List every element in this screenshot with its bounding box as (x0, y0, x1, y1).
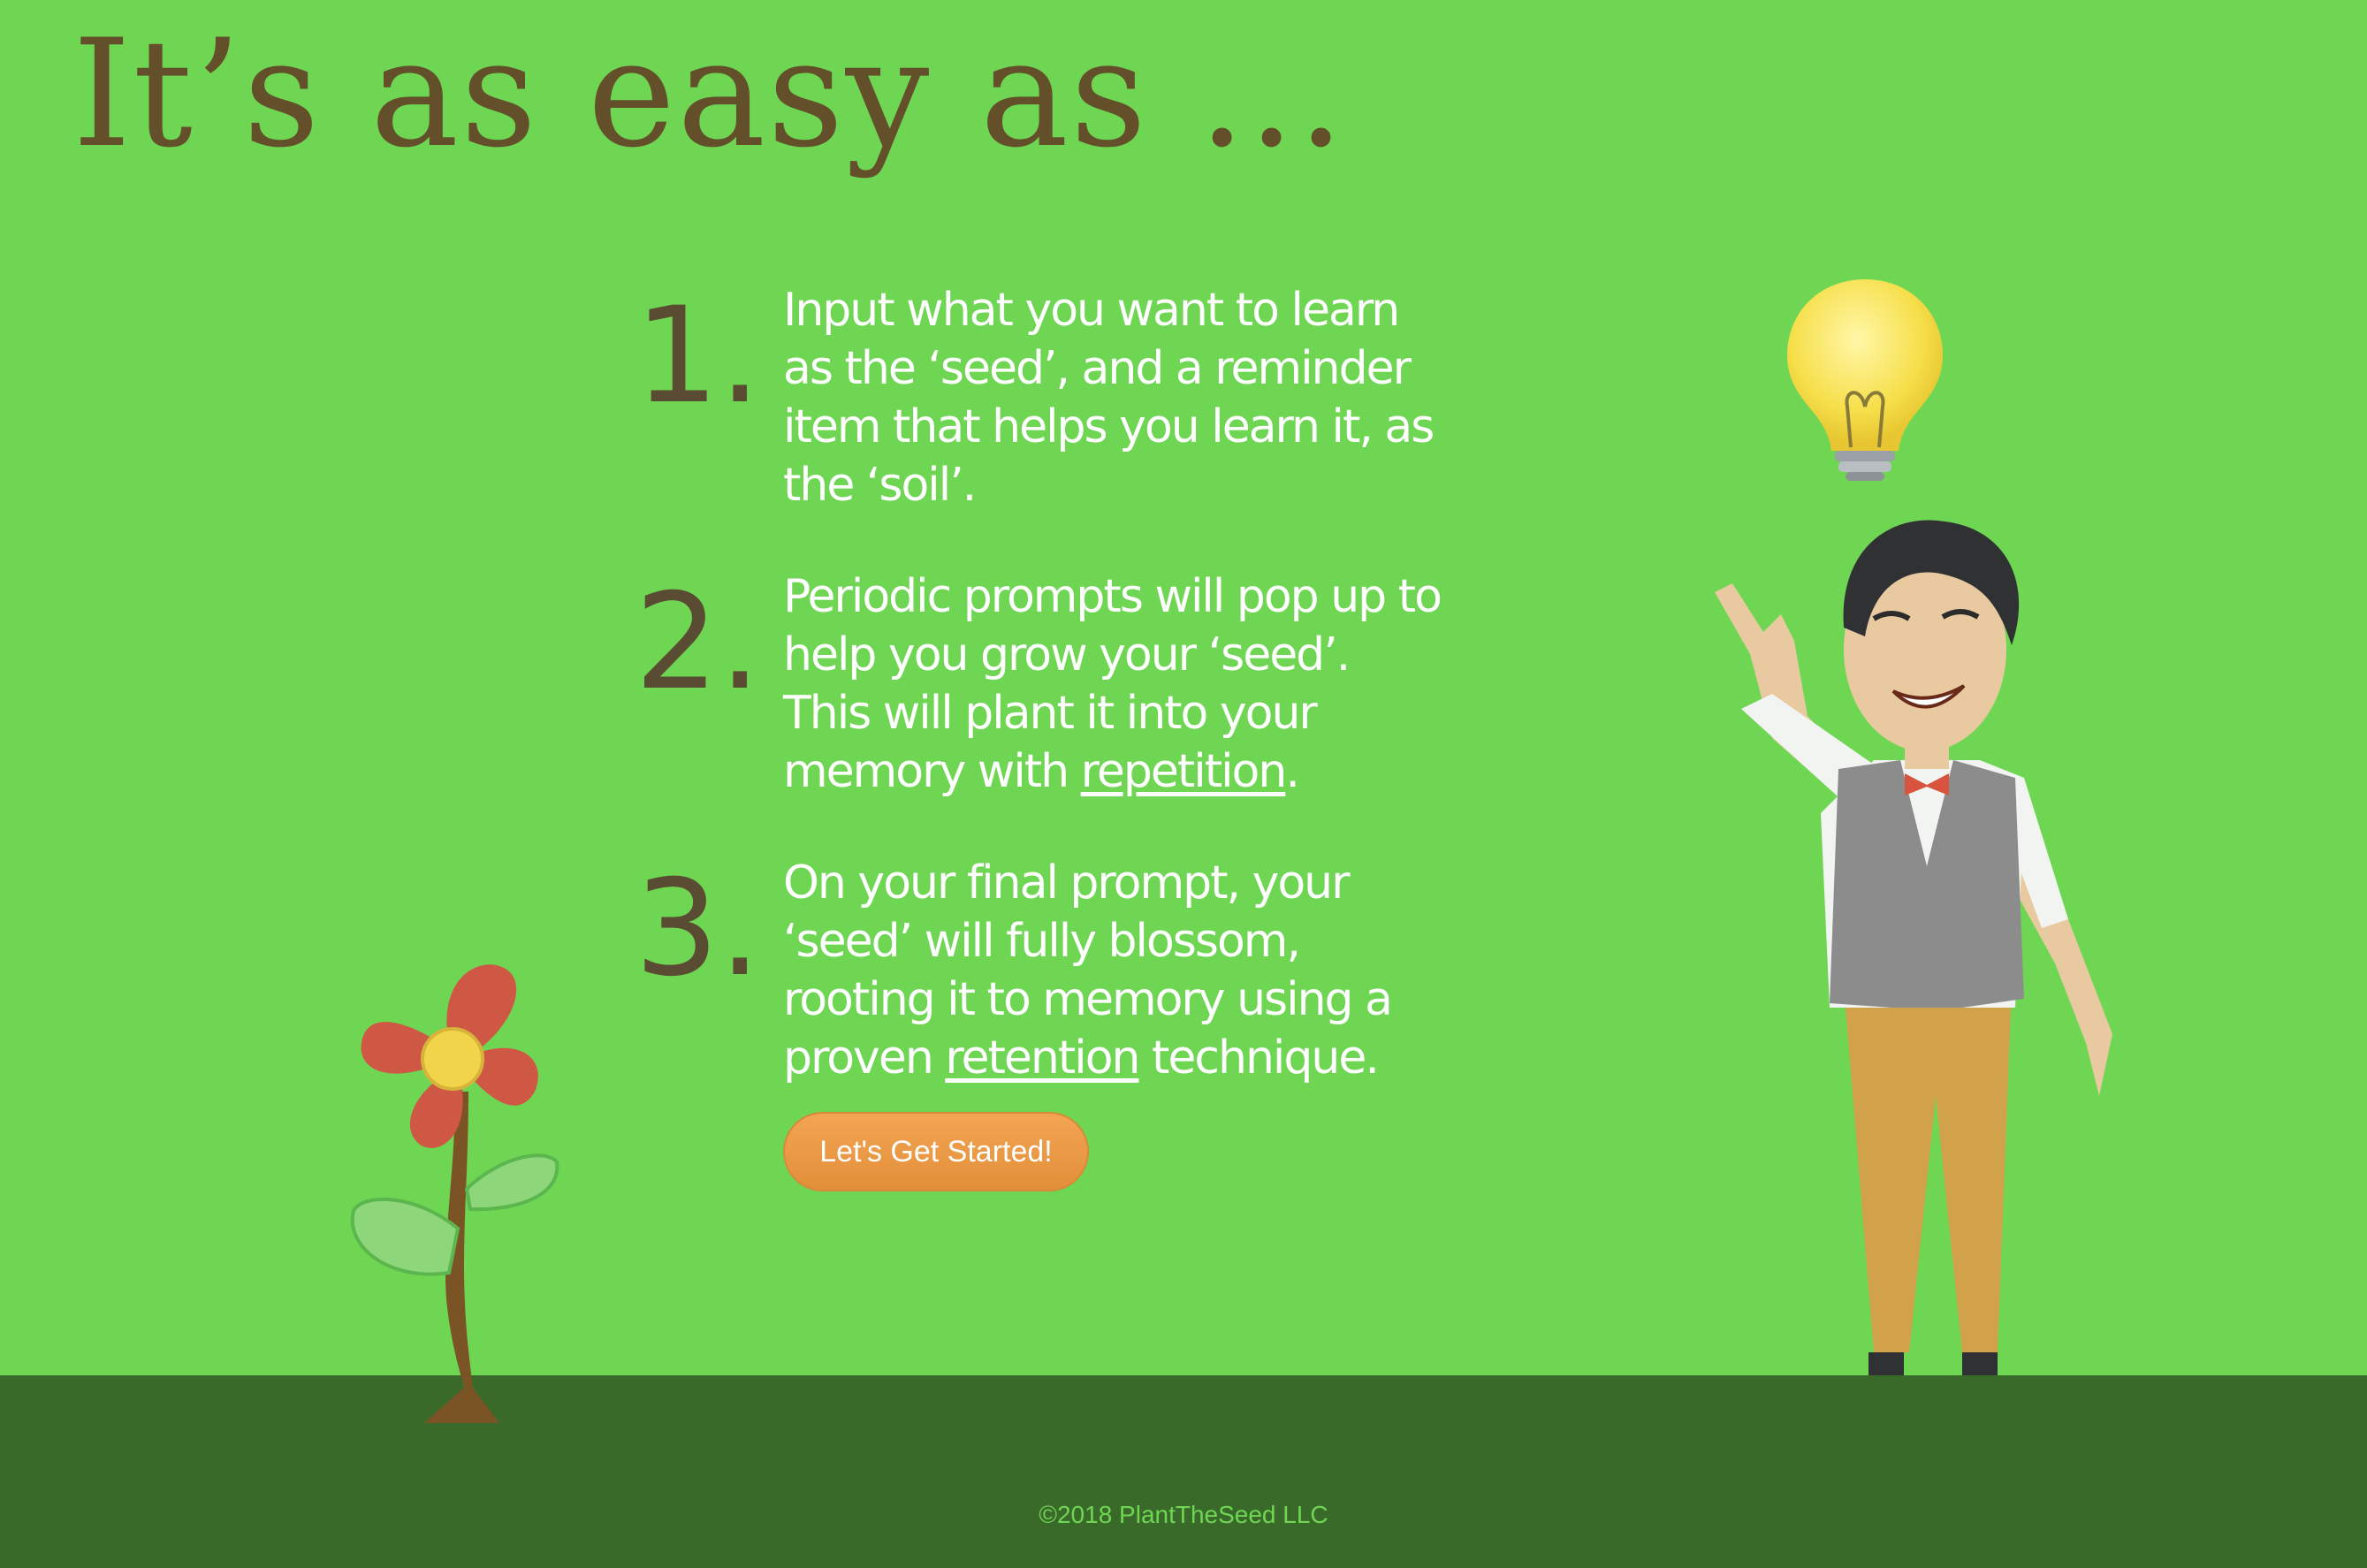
step-text (783, 854, 1446, 1087)
page-heading: It’s as easy as … (72, 7, 1348, 180)
step-number: 1. (635, 279, 762, 433)
person-illustration (1609, 460, 2139, 1441)
retention-link[interactable]: retention (945, 1031, 1139, 1085)
step-text: Input what you want to learn as the ‘seed’, and a reminder item that helps you learn it, as the ‘soil’. (783, 284, 1434, 512)
step-text-part: technique. (1138, 1031, 1378, 1085)
step-text-part: Periodic prompts will pop up to help you grow your ‘seed’. This will plant it into your memory with (783, 570, 1441, 798)
repetition-link[interactable]: repetition (1080, 745, 1286, 798)
step-text-part: . (1285, 745, 1298, 798)
step-1 (635, 281, 1448, 567)
get-started-button[interactable]: Let's Get Started! (783, 1112, 1089, 1191)
lightbulb-icon (1777, 274, 1953, 486)
step-text (783, 567, 1446, 801)
steps-list (635, 281, 1448, 1140)
flower-icon (336, 946, 566, 1423)
step-text-part: On your final prompt, your ‘seed’ will fully blossom, rooting it to memory using a proven (783, 856, 1391, 1085)
footer-copyright: ©2018 PlantTheSeed LLC (1039, 1501, 1328, 1528)
step-2 (635, 567, 1448, 854)
step-3 (635, 854, 1448, 1140)
step-number: 3. (635, 852, 762, 1006)
step-number: 2. (635, 566, 762, 719)
